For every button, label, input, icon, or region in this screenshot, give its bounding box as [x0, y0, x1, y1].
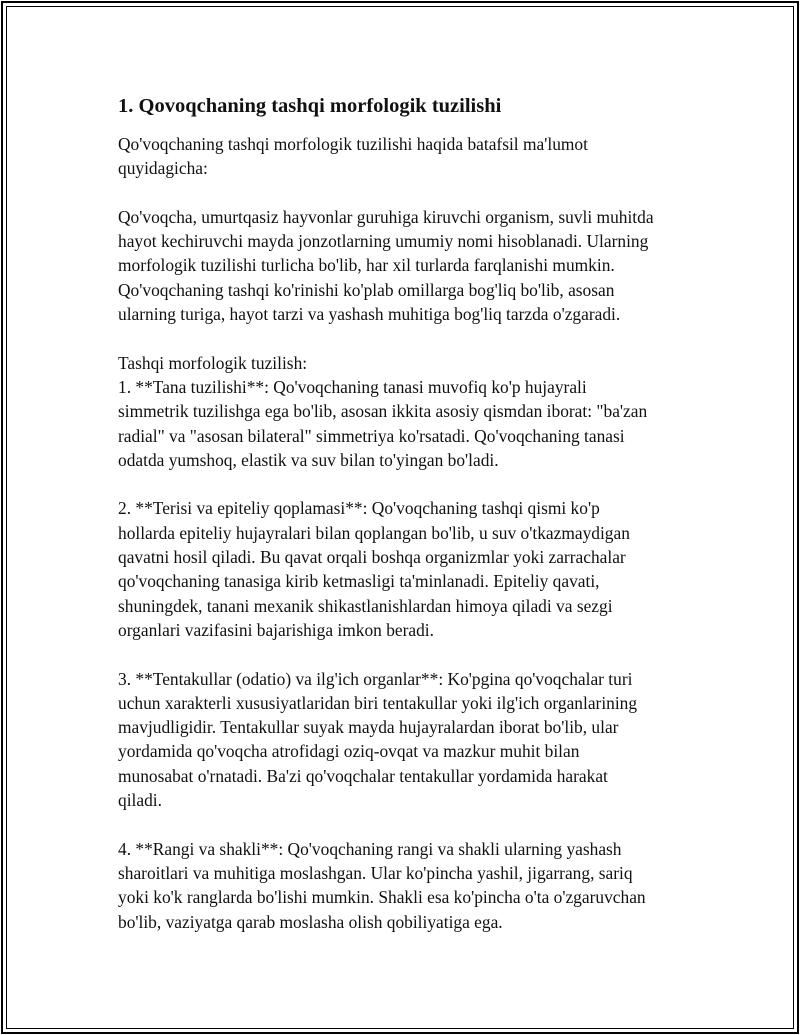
- text-line: yordamida qo'voqcha atrofidagi oziq-ovqat va mazkur muhit bilan: [118, 741, 580, 762]
- section-label: [118, 351, 698, 375]
- text-line: Qo'voqcha, umurtqasiz hayvonlar guruhiga kiruvchi organism, suvli muhitda: [118, 206, 654, 227]
- text-line: simmetrik tuzilishga ega bo'lib, asosan ikkita asosiy qismdan iborat: "ba'zan: [118, 401, 648, 422]
- text-line: hollarda epiteliy hujayralari bilan qoplangan bo'lib, u suv o'tkazmaydigan: [118, 522, 630, 543]
- text-line: radial" va "asosan bilateral" simmetriya ko'rsatadi. Qo'voqchaning tanasi: [118, 425, 625, 446]
- text-line: ularning turiga, hayot tarzi va yashash muhitiga bog'liq tarzda o'zgaradi.: [118, 304, 621, 325]
- list-item-1: [118, 375, 698, 472]
- text-line: 4. **Rangi va shakli**: Qo'voqchaning rangi va shakli ularning yashash: [118, 838, 622, 859]
- text-line: Qo'voqchaning tashqi ko'rinishi ko'plab omillarga bog'liq bo'lib, asosan: [118, 279, 615, 300]
- text-line: 1. **Tana tuzilishi**: Qo'voqchaning tanasi muvofiq ko'p hujayrali: [118, 376, 587, 397]
- text-line: bo'lib, vaziyatga qarab moslasha olish qobiliyatiga ega.: [118, 911, 503, 932]
- text-line: Tashqi morfologik tuzilish:: [118, 352, 308, 373]
- intro-paragraph: [118, 132, 698, 181]
- text-line: uchun xarakterli xususiyatlaridan biri tentakullar yoki ilg'ich organlarining: [118, 692, 638, 713]
- text-line: yoki ko'k ranglarda bo'lishi mumkin. Shakli esa ko'pincha o'ta o'zgaruvchan: [118, 887, 646, 908]
- text-line: 2. **Terisi va epiteliy qoplamasi**: Qo'voqchaning tashqi qismi ko'p: [118, 498, 600, 519]
- list-item-4: [118, 837, 698, 934]
- text-line: Qo'voqchaning tashqi morfologik tuzilishi haqida batafsil ma'lumot: [118, 134, 588, 154]
- section-heading: 1. Qovoqchaning tashqi morfologik tuzilishi: [118, 95, 502, 117]
- list-item-3: [118, 667, 698, 813]
- list-item-2: [118, 496, 698, 642]
- text-line: qavatni hosil qiladi. Bu qavat orqali boshqa organizmlar yoki zarrachalar: [118, 547, 626, 568]
- text-line: quyidagicha:: [118, 158, 208, 179]
- text-line: mavjudligidir. Tentakullar suyak mayda hujayralardan iborat bo'lib, ular: [118, 717, 619, 738]
- text-line: sharoitlari va muhitiga moslashgan. Ular ko'pincha yashil, jigarrang, sariq: [118, 862, 633, 883]
- document-body: [118, 92, 698, 934]
- text-line: organlari vazifasini bajarishiga imkon beradi.: [118, 619, 434, 640]
- text-line: 3. **Tentakullar (odatio) va ilg'ich organlar**: Ko'pgina qo'voqchalar turi: [118, 668, 633, 689]
- text-line: munosabat o'rnatadi. Ba'zi qo'voqchalar tentakullar yordamida harakat: [118, 765, 608, 786]
- text-line: odatda yumshoq, elastik va suv bilan to'yingan bo'ladi.: [118, 449, 499, 470]
- text-line: qo'voqchaning tanasiga kirib ketmasligi ta'minlanadi. Epiteliy qavati,: [118, 571, 600, 592]
- text-line: hayot kechiruvchi mayda jonzotlarning umumiy nomi hisoblanadi. Ularning: [118, 231, 649, 252]
- overview-paragraph: [118, 205, 698, 326]
- text-line: shuningdek, tanani mexanik shikastlanishlardan himoya qiladi va sezgi: [118, 595, 613, 616]
- text-line: qiladi.: [118, 790, 162, 811]
- text-line: morfologik tuzilishi turlicha bo'lib, har xil turlarda farqlanishi mumkin.: [118, 255, 615, 276]
